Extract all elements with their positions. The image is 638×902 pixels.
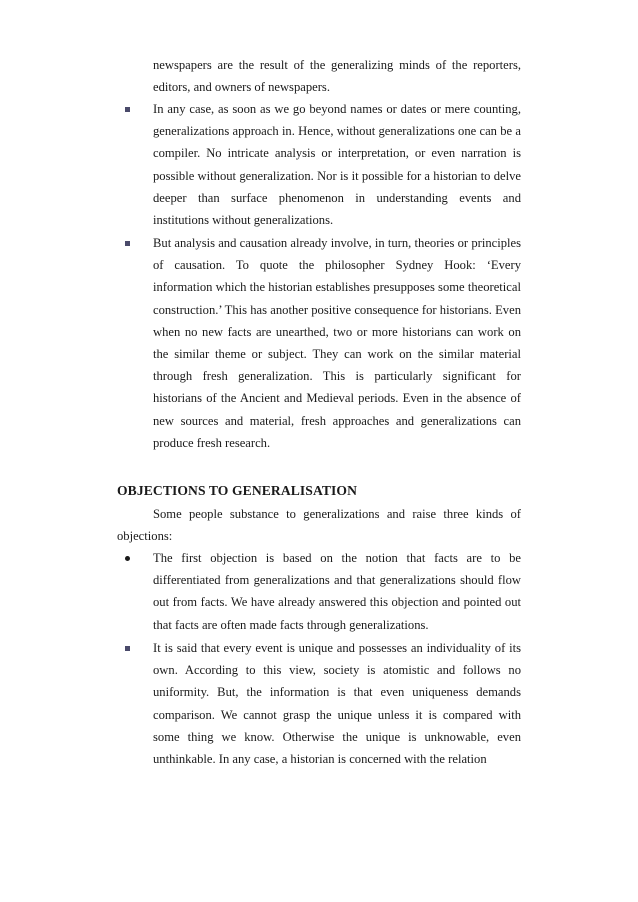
- bullet-paragraph-3: The first objection is based on the notion that facts are to be differentiated from generalizations and that generalizations should flow out from facts. We have already answered this objection and pointed out that facts are often made facts through generalizations.: [153, 551, 521, 632]
- section-heading: OBJECTIONS TO GENERALISATION: [117, 483, 358, 498]
- bullet-paragraph-4: It is said that every event is unique and possesses an individuality of its own. According to this view, society is atomistic and follows no uniformity. But, the information is that even uniqueness demands comparison. We cannot grasp the unique unless it is compared with some thing we know. Otherwise the unique is unknowable, even unthinkable. In any case, a historian is concerned with the relation: [153, 641, 521, 767]
- square-bullet-icon: [122, 98, 132, 120]
- square-bullet-icon: [122, 232, 132, 254]
- round-bullet-icon: [122, 547, 132, 569]
- bullet-paragraph-1: In any case, as soon as we go beyond names or dates or mere counting, generalizations approach in. Hence, without generalizations one can be a compiler. No intricate analysis or interpretation, or even narration is possible without generalization. Nor is it possible for a historian to delve deeper than surface phenomenon in understanding events and institutions without generalizations.: [153, 102, 521, 228]
- square-bullet-icon: [122, 637, 132, 659]
- continuation-paragraph: newspapers are the result of the generalizing minds of the reporters, editors, and owners of newspapers.: [153, 58, 521, 95]
- bullet-paragraph-2: But analysis and causation already involve, in turn, theories or principles of causation. To quote the philosopher Sydney Hook: ‘Every information which the historian establishes presupposes some theoretical construction.’ This has another positive consequence for historians. Even when no new facts are unearthed, two or more historians can work on the similar theme or subject. They can work on the similar material through fresh generalization. This is particularly significant for historians of the Ancient and Medieval periods. Even in the absence of new sources and material, fresh approaches and generalizations can produce fresh research.: [153, 236, 521, 450]
- section-intro-paragraph: Some people substance to generalizations and raise three kinds of objections:: [117, 507, 521, 544]
